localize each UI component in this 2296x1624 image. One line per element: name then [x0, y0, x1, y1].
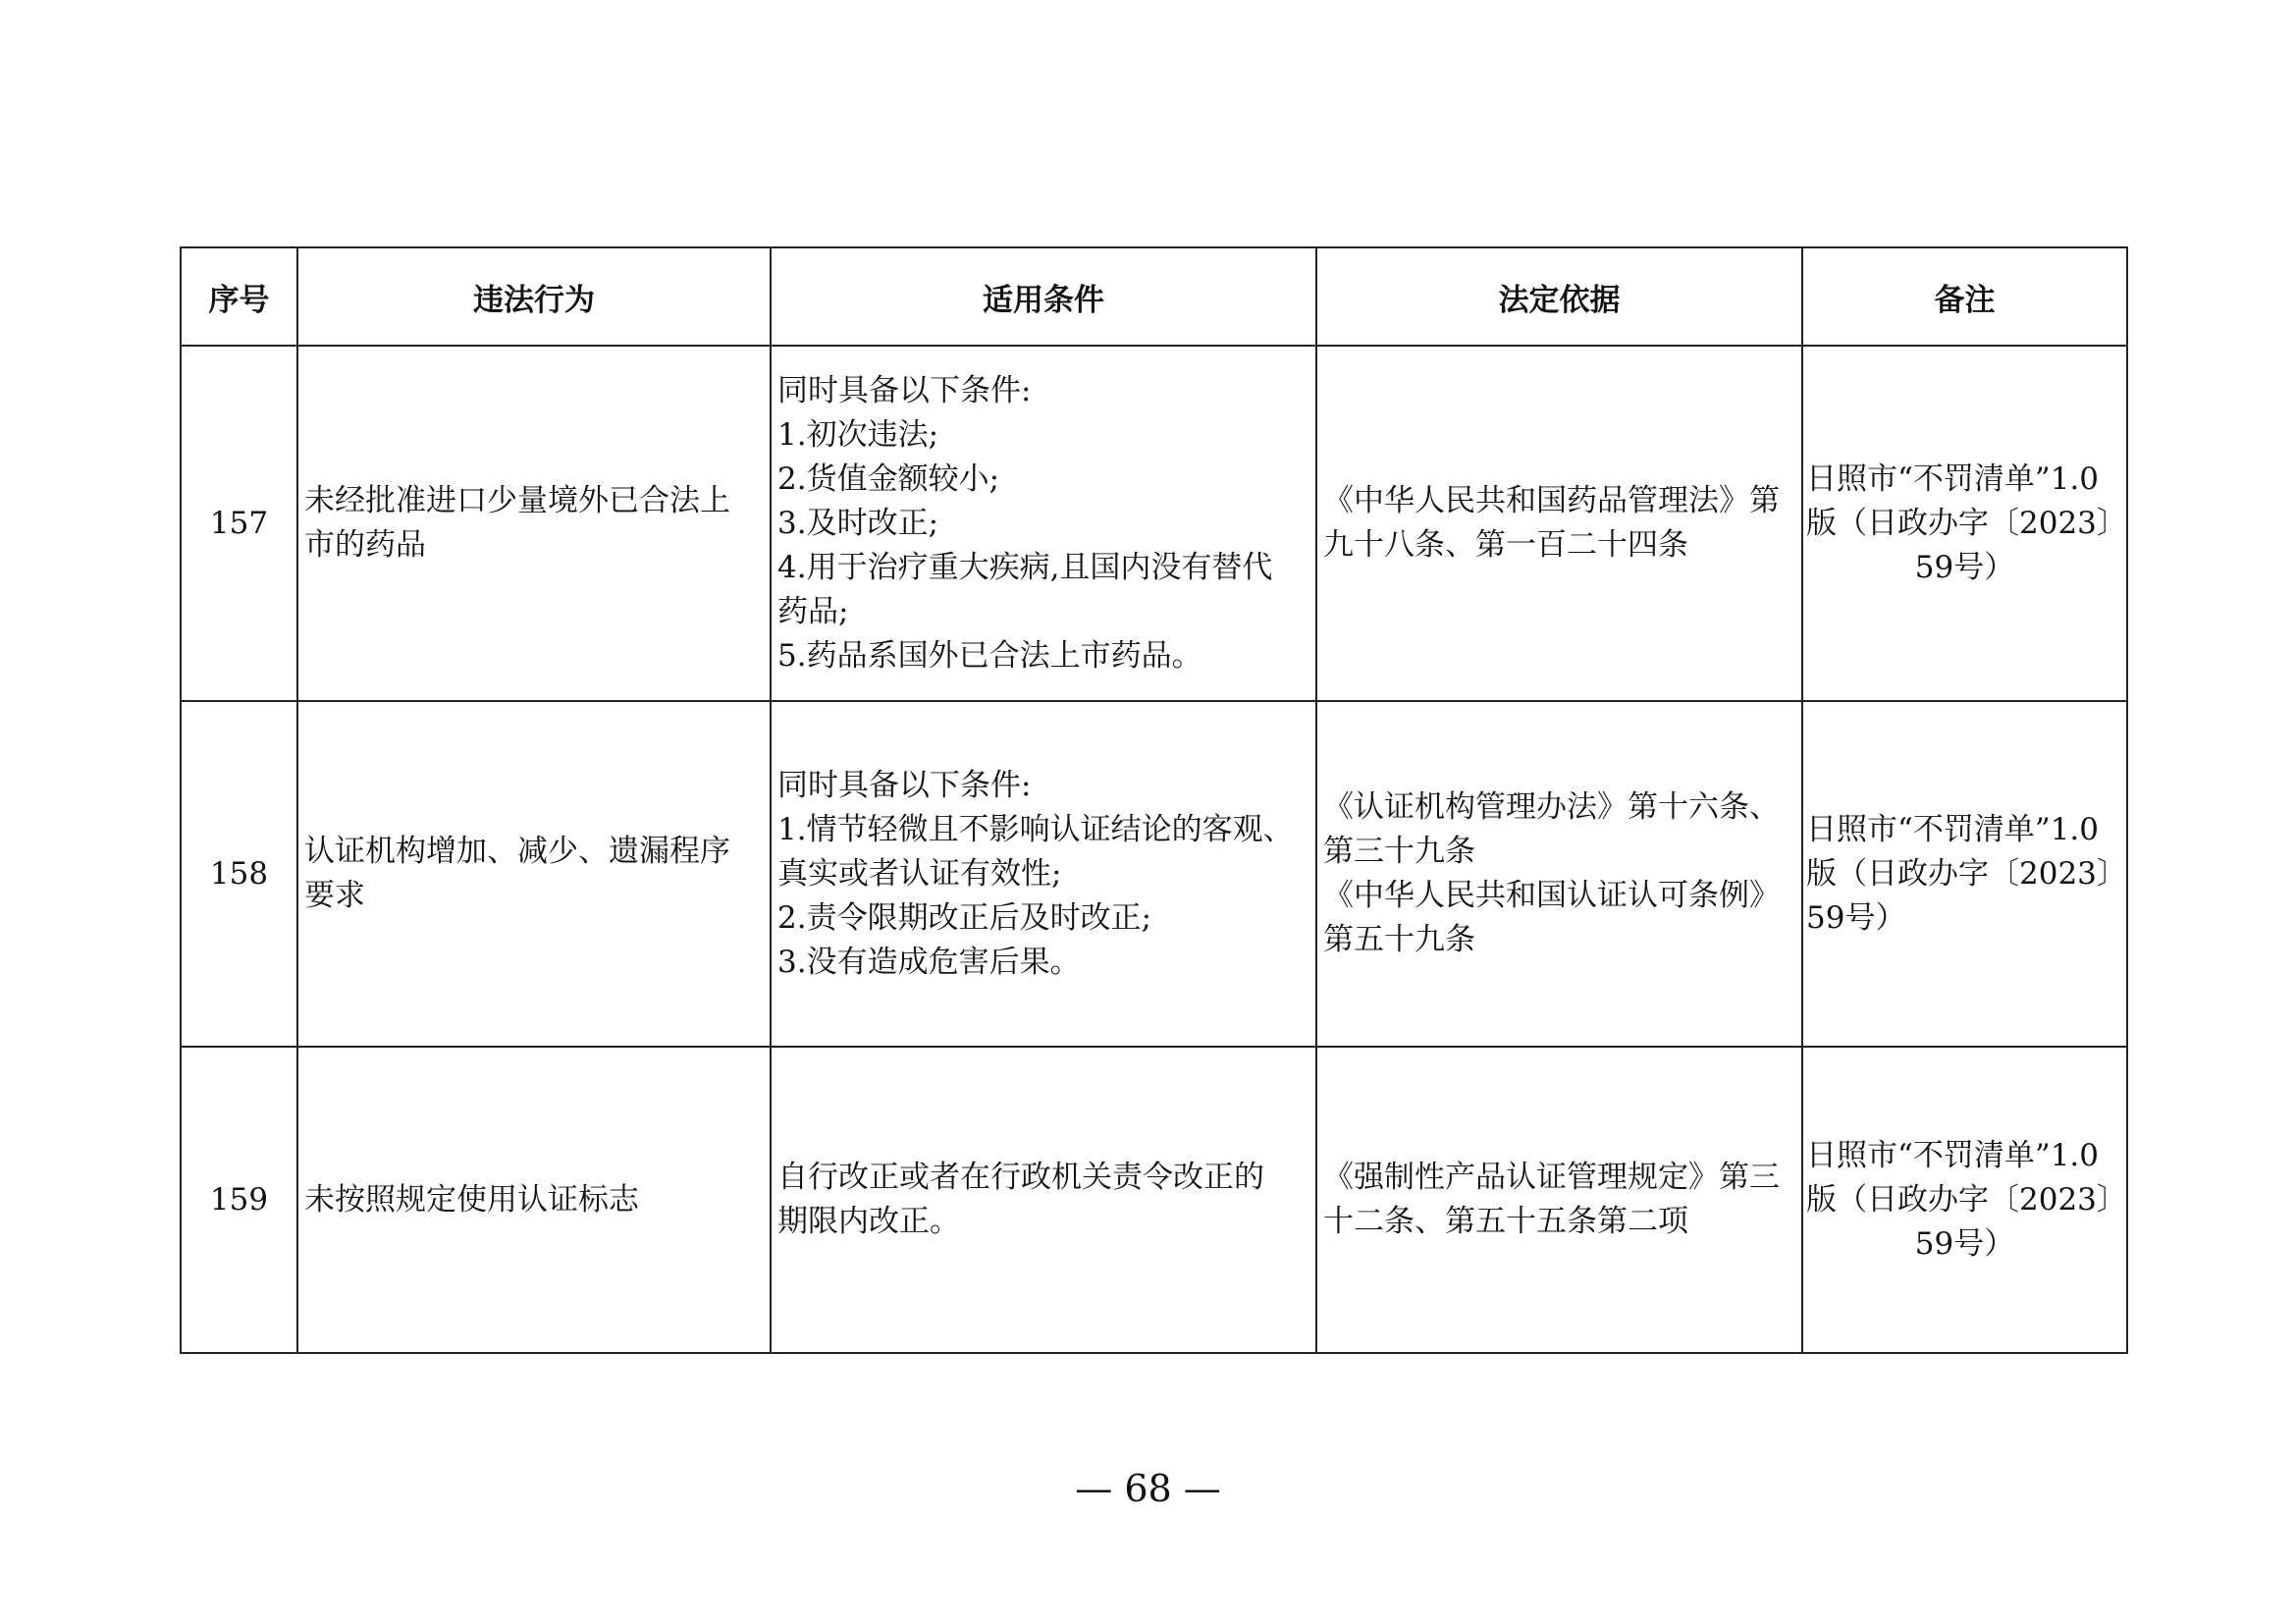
- condition-line: 期限内改正。: [777, 1204, 960, 1239]
- condition-line: 同时具备以下条件:: [777, 372, 1032, 408]
- cell-violation: [297, 701, 771, 1047]
- condition-line: 2.责令限期改正后及时改正;: [777, 899, 1152, 936]
- header-conditions: 适用条件: [771, 247, 1316, 346]
- cell-violation: [297, 1047, 771, 1353]
- remark-line: 版（日政办字〔2023〕: [1806, 505, 2127, 541]
- cell-serial-number: 158: [181, 701, 297, 1047]
- condition-line: 真实或者认证有效性;: [777, 855, 1062, 892]
- header-legal-basis: 法定依据: [1316, 247, 1802, 346]
- remark-line: 版（日政办字〔2023〕: [1806, 855, 2127, 892]
- cell-legal-basis: [1316, 701, 1802, 1047]
- header-violation: 违法行为: [297, 247, 771, 346]
- header-serial-number: 序号: [181, 247, 297, 346]
- cell-conditions: [771, 701, 1316, 1047]
- cell-remarks: [1802, 1047, 2127, 1353]
- basis-line: 十二条、第五十五条第二项: [1323, 1204, 1688, 1239]
- cell-remarks: [1802, 346, 2127, 701]
- basis-line: 《认证机构管理办法》第十六条、: [1323, 789, 1780, 825]
- condition-line: 4.用于治疗重大疾病,且国内没有替代: [777, 549, 1273, 585]
- violation-line: 市的药品: [304, 527, 426, 563]
- condition-line: 2.货值金额较小;: [777, 460, 1000, 497]
- condition-line: 同时具备以下条件:: [777, 767, 1032, 803]
- remark-line: 版（日政办字〔2023〕: [1806, 1181, 2127, 1218]
- basis-line: 第三十九条: [1323, 834, 1475, 869]
- table-row: [181, 1047, 2127, 1353]
- page-number: — 68 —: [1075, 1467, 1221, 1510]
- condition-line: 1.情节轻微且不影响认证结论的客观、: [777, 811, 1294, 847]
- basis-line: 《强制性产品认证管理规定》第三: [1323, 1160, 1780, 1195]
- basis-line: 第五十九条: [1323, 922, 1475, 957]
- violation-line: 认证机构增加、减少、遗漏程序: [304, 834, 730, 869]
- condition-line: 自行改正或者在行政机关责令改正的: [777, 1160, 1264, 1195]
- cell-violation: [297, 346, 771, 701]
- table-row: [181, 346, 2127, 701]
- table-header-row: [181, 247, 2127, 346]
- regulation-table: [180, 246, 2128, 1354]
- condition-line: 1.初次违法;: [777, 416, 939, 453]
- violation-line: 未经批准进口少量境外已合法上: [304, 483, 730, 518]
- table-row: [181, 701, 2127, 1047]
- remark-line: 59号）: [1914, 549, 2015, 585]
- cell-legal-basis: [1316, 1047, 1802, 1353]
- remark-line: 日照市“不罚清单”1.0: [1806, 811, 2099, 847]
- header-remarks: 备注: [1802, 247, 2127, 346]
- basis-line: 《中华人民共和国认证认可条例》: [1323, 878, 1780, 913]
- cell-remarks: [1802, 701, 2127, 1047]
- condition-line: 5.药品系国外已合法上市药品。: [777, 637, 1202, 674]
- basis-line: 《中华人民共和国药品管理法》第: [1323, 483, 1780, 518]
- condition-line: 药品;: [777, 593, 849, 629]
- basis-line: 九十八条、第一百二十四条: [1323, 527, 1688, 563]
- remark-line: 59号）: [1914, 1225, 2015, 1262]
- cell-conditions: [771, 1047, 1316, 1353]
- violation-line: 未按照规定使用认证标志: [304, 1181, 639, 1218]
- remark-line: 日照市“不罚清单”1.0: [1806, 460, 2099, 497]
- condition-line: 3.及时改正;: [777, 505, 939, 541]
- cell-serial-number: 159: [181, 1047, 297, 1353]
- cell-serial-number: 157: [181, 346, 297, 701]
- cell-conditions: [771, 346, 1316, 701]
- remark-line: 日照市“不罚清单”1.0: [1806, 1137, 2099, 1173]
- remark-line: 59号）: [1806, 899, 1906, 936]
- violation-line: 要求: [304, 878, 365, 913]
- condition-line: 3.没有造成危害后果。: [777, 944, 1081, 980]
- cell-legal-basis: [1316, 346, 1802, 701]
